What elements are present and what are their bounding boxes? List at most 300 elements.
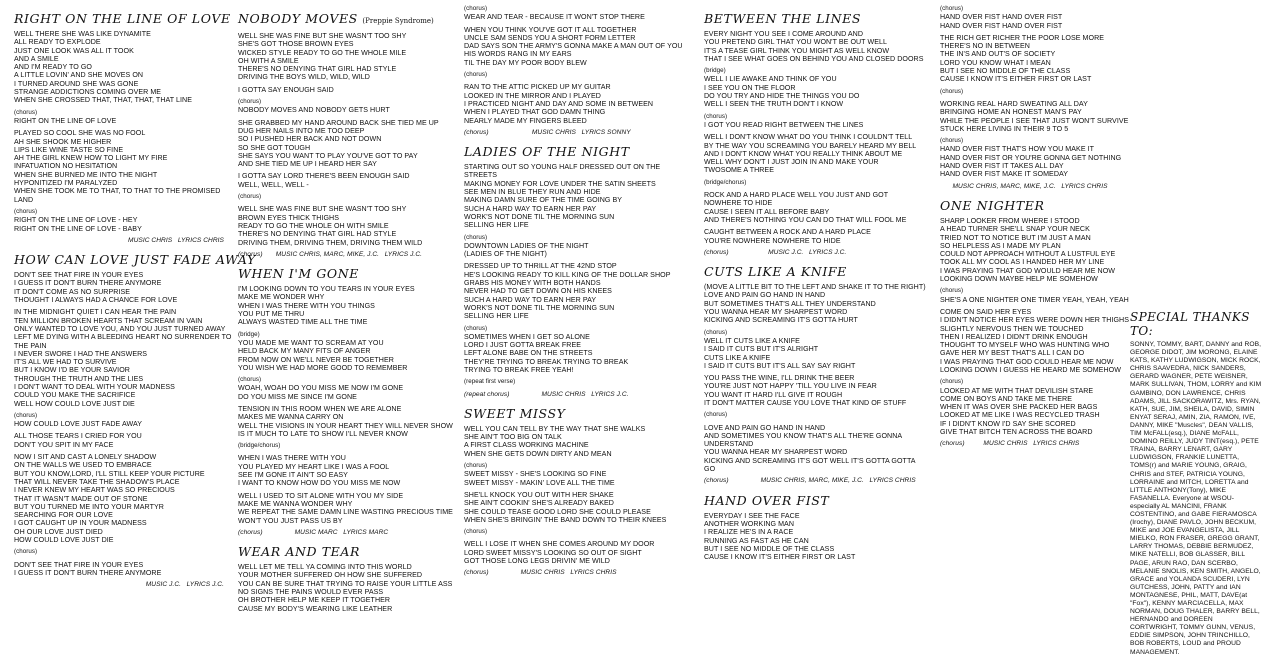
lyric-line: WHEN SHE BURNED ME INTO THE NIGHT [14, 170, 158, 179]
lyric-line: HE'S LOOKING READY TO KILL KING OF THE DOLLAR SHOP [464, 270, 671, 279]
lyric-line: YOU PRETEND GIRL THAT YOU WON'T BE OUT WELL [704, 38, 887, 47]
lyric-line: ANOTHER WORKING MAN [704, 519, 795, 528]
song-credit: (chorus) MUSIC CHRIS LYRICS SONNY [464, 128, 631, 136]
lyric-line: LORD YOU KNOW WHAT I MEAN [940, 58, 1051, 67]
lyric-line: (LADIES OF THE NIGHT) [464, 250, 547, 259]
stanza [238, 491, 453, 525]
section-label: (chorus) [238, 193, 262, 201]
lyric-line: LORD I JUST GOTTA BREAK FREE [464, 341, 582, 350]
special-thanks-title: SPECIAL THANKS TO: [1130, 310, 1250, 338]
lyric-line: A FIRST CLASS WORKING MACHINE [464, 441, 589, 450]
lyric-line: IN THE MIDNIGHT QUIET I CAN HEAR THE PAIN [14, 308, 177, 317]
section-label: (bridge) [238, 330, 260, 338]
lyric-line: DON'T SEE THAT FIRE IN YOUR EYES [14, 271, 144, 280]
lyric-line: WON'T YOU JUST PASS US BY [238, 516, 343, 525]
stanza [940, 378, 1120, 436]
lyric-line: WEAR AND TEAR - BECAUSE IT WON'T STOP THERE [464, 13, 645, 22]
lyric-line: HAND OVER FIST HAND OVER FIST [940, 21, 1063, 30]
lyric-line: WHEN SHE'S BRINGIN' THE BAND DOWN TO THEIR KNEES [464, 515, 667, 524]
lyric-line: TENSION IN THIS ROOM WHEN WE ARE ALONE [238, 404, 402, 413]
lyric-line: COULD YOU MAKE THE SACRIFICE [14, 391, 136, 400]
stanza [238, 404, 453, 438]
lyric-line: I GOTTA SAY LORD THERE'S BEEN ENOUGH SAID [238, 172, 410, 181]
lyric-line: IT'S ALL WE HAD TO SURVIVE [14, 358, 117, 367]
lyric-line: I DON'T WANT TO DEAL WITH YOUR MADNESS [14, 382, 175, 391]
lyric-line: YOU'RE JUST NOT HAPPY 'TILL YOU LIVE IN FEAR [704, 382, 877, 391]
lyric-line: YOU WANT IT HARD I'LL GIVE IT ROUGH [704, 390, 843, 399]
stanza [238, 331, 450, 372]
lyric-line: TOOK ALL MY COOL AS I HANDED HER MY LINE [940, 258, 1105, 267]
song-title-text: SWEET MISSY [464, 405, 566, 421]
song-title-text: CUTS LIKE A KNIFE [704, 264, 847, 280]
lyric-line: OH BROTHER HELP ME KEEP IT TOGETHER [238, 596, 391, 605]
lyric-line: ON THE WALLS WE USED TO EMBRACE [14, 461, 152, 470]
lyric-line: WE REPEAT THE SAME DAMN LINE WASTING PRECIOUS TIME [238, 508, 453, 517]
lyric-line: I PRACTICED NIGHT AND DAY AND SOME IN BETWEEN [464, 99, 654, 108]
lyric-line: BUT SOMETIMES THAT'S ALL THEY UNDERSTAND [704, 299, 876, 308]
stanza [704, 113, 916, 130]
lyric-line: DRIVING THE BOYS WILD, WILD, WILD [238, 73, 370, 82]
lyric-line: THOUGHT I ALWAYS HAD A CHANCE FOR LOVE [14, 296, 178, 305]
song-title [238, 267, 450, 281]
lyric-line: WELL LET ME TELL YA COMING INTO THIS WORLD [238, 563, 412, 572]
section-label: (chorus) [464, 462, 488, 470]
song-block [704, 11, 924, 257]
lyric-line: MAKE ME WONDER WHY [238, 293, 325, 302]
lyric-line: IT'S A TEASE GIRL THINK YOU MIGHT AS WELL KNOW [704, 46, 890, 55]
lyrics-column-5 [940, 4, 1262, 656]
lyric-line: AND SHE TIED ME UP I HEARD HER SAY [238, 160, 377, 169]
lyric-line: SOMETIMES WHEN I GET SO ALONE [464, 332, 590, 341]
stanza [14, 208, 224, 233]
song-block [14, 11, 231, 245]
song-title [238, 12, 450, 28]
lyric-line: WELL IT CUTS LIKE A KNIFE [704, 336, 800, 345]
lyric-line: EVERY NIGHT YOU SEE I COME AROUND AND [704, 30, 864, 38]
lyric-line: SHARP LOOKER FROM WHERE I STOOD [940, 216, 1080, 225]
song-block [940, 5, 1129, 191]
lyric-line: IT DON'T COME AS NO SURPRISE [14, 287, 131, 296]
song-block [464, 5, 683, 137]
lyric-line: HAND OVER FIST THAT'S HOW YOU MAKE IT [940, 145, 1095, 154]
lyric-line: THERE'S NO IN BETWEEN [940, 42, 1030, 51]
lyric-line: CAUSE I SEEN IT ALL BEFORE BABY [704, 207, 830, 216]
stanza [704, 424, 916, 474]
lyric-line: CAUGHT BETWEEN A ROCK AND A HARD PLACE [704, 228, 871, 237]
lyric-line: SHE AIN'T COOKIN' SHE'S ALREADY BAKED [464, 499, 614, 508]
lyric-line: LOOKED AT ME LIKE I WAS RECYCLED TRASH [940, 411, 1100, 420]
lyric-line: ONLY WANTED TO LOVE YOU, AND YOU JUST TURNED AWAY [14, 324, 226, 333]
lyric-line: LEFT ALONE BABE ON THE STREETS [464, 349, 593, 358]
lyric-line: I'M LOOKING DOWN TO YOU TEARS IN YOUR EYES [238, 285, 415, 294]
lyric-line: WELL SHE WAS FINE BUT SHE WASN'T TOO SHY [238, 205, 407, 214]
lyric-line: READY TO GO THE WHOLE OH WITH SMILE [238, 221, 389, 230]
section-label: (chorus) [238, 376, 262, 384]
lyric-line: UNCLE SAM SENDS YOU A SHORT FORM LETTER [464, 33, 636, 42]
stanza [464, 262, 676, 320]
song-title-text: WEAR AND TEAR [238, 544, 361, 560]
song-credit: (chorus) MUSIC MARC LYRICS MARC [238, 528, 389, 536]
stanza [238, 98, 450, 115]
stanza [704, 30, 924, 63]
stanza [940, 5, 1120, 30]
stanza [238, 205, 450, 246]
lyric-line: GOT THOSE LONG LEGS DRIVIN' ME WILD [464, 557, 610, 566]
lyric-line: RAN TO THE ATTIC PICKED UP MY GUITAR [464, 83, 611, 92]
lyric-line: SWEET MISSY - SHE'S LOOKING SO FINE [464, 470, 607, 479]
lyric-line: CAUSE MY BODY'S WEARING LIKE LEATHER [238, 604, 393, 613]
stanza [704, 512, 916, 562]
lyric-line: SEE I'M GONE IT AIN'T SO EASY [238, 471, 348, 480]
stanza [14, 561, 224, 578]
section-label: (chorus) [14, 207, 38, 215]
song-block [238, 266, 453, 537]
lyric-line: WORKING REAL HARD SWEATING ALL DAY [940, 99, 1088, 108]
song-block [464, 145, 676, 399]
lyric-line: WHEN SHE GETS DOWN DIRTY AND MEAN [464, 449, 612, 458]
song-block [238, 544, 453, 613]
lyric-line: WHEN YOU THINK YOU'VE GOT IT ALL TOGETHER [464, 25, 637, 34]
lyric-line: DO YOU TRY AND HIDE THE THINGS YOU DO [704, 92, 860, 101]
lyric-line: LOOKING DOWN MAYBE HELP ME SOMEHOW [940, 275, 1098, 284]
lyric-line: I DIDN'T NOTICE HER EYES WERE DOWN HER THIGHS [940, 316, 1129, 325]
lyric-line: BY THE WAY YOU SCREAMING YOU BARELY HEARD MY BELL [704, 141, 917, 150]
lyric-line: YOU PLAYED MY HEART LIKE I WAS A FOOL [238, 462, 390, 471]
stanza [464, 325, 676, 375]
lyric-line: DOWNTOWN LADIES OF THE NIGHT [464, 241, 589, 250]
lyric-line: THAT IT WASN'T MADE OUT OF STONE [14, 494, 148, 503]
lyric-line: HELD BACK MY MANY FITS OF ANGER [238, 347, 371, 356]
lyrics-column-4 [704, 4, 926, 624]
lyric-line: YOUR MOTHER SUFFERED OH HOW SHE SUFFERED [238, 571, 423, 580]
lyric-line: LOOKED IN THE MIRROR AND I PLAYED [464, 91, 601, 100]
lyric-line: STUCK HERE LIVING IN THEIR 9 TO 5 [940, 124, 1069, 133]
song-credit: MUSIC J.C. LYRICS J.C. [145, 581, 224, 589]
song-block [238, 12, 450, 259]
lyric-line: WHEN I WAS THERE WITH YOU THINGS [238, 301, 375, 310]
lyric-line: SUCH A HARD WAY TO EARN HER PAY [464, 204, 597, 213]
stanza [238, 285, 450, 326]
lyric-line: YOU PUT ME THRU [238, 310, 305, 319]
section-label: (chorus) [464, 324, 488, 332]
section-label: (chorus) [14, 108, 38, 116]
lyric-line: STREETS [464, 171, 498, 180]
lyric-line: KICKING AND SCREAMING IT'S GOTTA HURT [704, 316, 858, 325]
lyric-line: BUT YOU KNOW,LORD, I'LL STILL KEEP YOUR PICTURE [14, 469, 205, 478]
lyric-line: DON'T YOU SPIT IN MY FACE [14, 440, 114, 449]
stanza [464, 540, 676, 565]
stanza [238, 32, 450, 82]
section-label: (bridge/chorus) [238, 442, 281, 450]
stanza [704, 67, 916, 108]
lyric-line: SEARCHING FOR OUR LOVE [14, 511, 113, 520]
lyric-line: CAUSE I KNOW IT'S EITHER FIRST OR LAST [940, 75, 1092, 84]
lyric-line: MAKING DAMN SURE OF THE TIME GOING BY [464, 196, 623, 205]
lyric-line: WHEN SHE CROSSED THAT, THAT, THAT, THAT LINE [14, 96, 192, 105]
lyric-line: WORK'S NOT DONE TIL THE MORNING SUN [464, 303, 615, 312]
lyric-line: GO [704, 465, 716, 474]
lyric-line: SO I PUSHED HER BACK AND NOT DOWN [238, 135, 382, 144]
lyric-line: AH SHE SHOOK ME HIGHER [14, 137, 112, 146]
lyric-line: WORK'S NOT DONE TIL THE MORNING SUN [464, 212, 615, 221]
stanza [14, 109, 224, 126]
song-title [14, 252, 256, 268]
stanza [238, 563, 453, 613]
section-label: (chorus) [940, 87, 964, 95]
song-block [704, 494, 916, 562]
section-label: (chorus) [238, 98, 262, 106]
lyric-line: DRESSED UP TO THRILL AT THE 42ND STOP [464, 262, 617, 271]
lyric-line: AND I'M READY TO GO [14, 63, 92, 72]
lyric-line: SO SHE GOT TOUGH [238, 143, 311, 152]
lyric-line: GAVE HER MY BEST THAT'S ALL I CAN DO [940, 349, 1085, 358]
lyric-line: THE PAIN [14, 341, 47, 350]
lyric-line: RIGHT ON THE LINE OF LOVE [14, 116, 117, 125]
lyric-line: WELL THE VISIONS IN YOUR HEART THEY WILL NEVER SHOW [238, 421, 453, 430]
stanza [704, 179, 916, 187]
song-credit: MUSIC CHRIS, MARC, MIKE, J.C. LYRICS CHRIS [952, 182, 1108, 190]
stanza [704, 283, 926, 325]
lyric-line: ROCK AND A HARD PLACE WELL YOU JUST AND GOT [704, 191, 889, 200]
stanza [940, 217, 1120, 283]
lyric-line: NOWHERE TO HIDE [704, 199, 773, 208]
lyric-line: AND I DON'T KNOW WHAT YOU REALLY THINK ABOUT ME [704, 149, 903, 158]
lyric-line: TWOSOME A THREE [704, 166, 774, 175]
lyric-line: A LITTLE LOVIN' AND SHE MOVES ON [14, 71, 144, 80]
lyric-line: WELL YOU CAN TELL BY THE WAY THAT SHE WALKS [464, 424, 646, 433]
lyric-line: YOU PASS THE WINE, I'LL DRINK THE BEER [704, 374, 855, 383]
stanza [14, 548, 224, 556]
lyric-line: JUST ONE LOOK WAS ALL IT TOOK [14, 46, 134, 55]
stanza [14, 30, 224, 105]
lyric-line: WELL HOW COULD LOVE JUST DIE [14, 399, 135, 408]
lyric-line: HAND OVER FIST IT TAKES ALL DAY [940, 162, 1064, 171]
song-title-text: RIGHT ON THE LINE OF LOVE [14, 11, 231, 26]
stanza [464, 163, 676, 229]
lyric-line: HAND OVER FIST OR YOU'RE GONNA GET NOTHING [940, 153, 1122, 162]
lyric-line: COME ON SAID HER EYES [940, 307, 1032, 316]
stanza [464, 425, 676, 458]
stanza [704, 191, 916, 224]
stanza [238, 172, 450, 189]
lyric-line: I NEVER SWORE I HAD THE ANSWERS [14, 349, 148, 358]
lyric-line: AND SOMETIMES YOU KNOW THAT'S ALL THE'RE GONNA [704, 431, 903, 440]
song-credit: (chorus) MUSIC CHRIS LYRICS CHRIS [940, 440, 1080, 448]
column-5-songs [940, 5, 1129, 449]
lyric-line: SWEET MISSY - MAKIN' LOVE ALL THE TIME [464, 478, 615, 487]
stanza [704, 374, 916, 407]
lyric-line: WELL I LIE AWAKE AND THINK OF YOU [704, 75, 837, 84]
stanza [940, 34, 1120, 84]
section-label: (chorus) [464, 71, 488, 79]
lyric-line: SEE MEN IN BLUE THEY RUN AND HIDE [464, 188, 601, 197]
lyric-line: THE RICH GET RICHER THE POOR LOSE MORE [940, 33, 1105, 42]
lyric-line: SHE'S A ONE NIGHTER ONE TIMER YEAH, YEAH, YEAH [940, 295, 1129, 304]
lyric-line: WELL, WELL, WELL - [238, 180, 309, 189]
lyric-line: HAND OVER FIST HAND OVER FIST [940, 13, 1063, 22]
stanza [14, 432, 224, 449]
lyric-line: HOW COULD LOVE JUST DIE [14, 536, 114, 545]
lyric-line: ALWAYS WASTED TIME ALL THE TIME [238, 318, 368, 327]
stanza [14, 271, 224, 304]
lyric-line: A HEAD TURNER SHE'LL SNAP YOUR NECK [940, 225, 1090, 234]
lyric-line: I GOT CAUGHT UP IN YOUR MADNESS [14, 519, 147, 528]
lyric-line: DON'T SEE THAT FIRE IN YOUR EYES [14, 560, 144, 569]
lyric-line: I SEE YOU ON THE FLOOR [704, 83, 796, 92]
song-title-text: NOBODY MOVES [238, 11, 358, 26]
lyric-line: YOU WANNA HEAR MY SHARPEST WORD [704, 448, 848, 457]
lyric-line: GIVE THAT BITCH TEN ACROSS THE BOARD [940, 428, 1093, 437]
lyric-line: THOUGHT TO MYSELF WHO WAS HUNTING WHO [940, 341, 1110, 350]
lyric-line: WELL SHE WAS FINE BUT SHE WASN'T TOO SHY [238, 32, 407, 40]
lyric-line: SO HELPLESS AS I MADE MY PLAN [940, 241, 1061, 250]
lyric-line: IT DON'T MATTER CAUSE YOU LOVE THAT KIND OF STUFF [704, 398, 907, 407]
lyric-line: I WANT TO KNOW HOW DO YOU MISS ME NOW [238, 479, 401, 488]
song-title [704, 494, 916, 508]
lyric-line: I WAS PRAYING THAT GOD WOULD HEAR ME NOW [940, 266, 1116, 275]
song-title-text: HOW CAN LOVE JUST FADE AWAY [14, 252, 256, 268]
stanza [940, 307, 1129, 374]
lyric-line: CAUSE I KNOW IT'S EITHER FIRST OR LAST [704, 553, 856, 562]
song-title-text: WHEN I'M GONE [238, 266, 360, 282]
song-credit: MUSIC CHRIS LYRICS CHRIS [128, 236, 224, 244]
stanza [14, 412, 224, 429]
lyric-line: SHE AIN'T TOO BIG ON TALK [464, 433, 562, 442]
stanza [238, 442, 450, 450]
lyric-line: DAD SAYS SON THE ARMY'S GONNA MAKE A MAN OUT OF YOU [464, 42, 683, 51]
song-title-text: LADIES OF THE NIGHT [464, 144, 630, 160]
stanza [464, 528, 676, 536]
lyric-line: UNDERSTAND [704, 440, 754, 449]
stanza [464, 234, 676, 259]
lyric-line: (MOVE A LITTLE BIT TO THE LEFT AND SHAKE IT TO THE RIGHT) [704, 283, 926, 292]
lyric-line: THROUGH THE TRUTH AND THE LIES [14, 374, 144, 383]
lyric-line: KICKING AND SCREAMING IT'S GOT WELL IT'S GOTTA GOTTA [704, 456, 916, 465]
lyric-line: NO SIGNS THE PAINS WOULD EVER PASS [238, 588, 384, 597]
section-label: (chorus) [14, 411, 38, 419]
lyric-line: YOU MADE ME WANT TO SCREAM AT YOU [238, 338, 384, 347]
stanza [704, 228, 916, 245]
lyric-line: WHEN I PLAYED THAT GOD DAMN THING [464, 108, 606, 117]
lyric-line: TIL THE DAY MY POOR BODY BLEW [464, 58, 587, 67]
song-title-text: HAND OVER FIST [704, 492, 830, 508]
section-label: (chorus) [940, 5, 964, 12]
stanza [14, 453, 224, 544]
lyric-line: AH THE GIRL KNEW HOW TO LIGHT MY FIRE [14, 154, 168, 163]
song-credit: (chorus) MUSIC CHRIS, MARC, MIKE, J.C. LYRICS J.C. [238, 250, 423, 258]
lyric-line: LOOKED AT ME WITH THAT DEVILISH STARE [940, 386, 1094, 395]
section-label: (chorus) [14, 548, 38, 556]
song-block [464, 407, 676, 578]
lyric-line: SHE GRABBED MY HAND AROUND BACK SHE TIED ME UP [238, 118, 439, 127]
special-thanks [1130, 310, 1262, 657]
lyric-line: BUT I KNOW I'D BE YOUR SAVIOR [14, 366, 130, 375]
lyric-line: SHE COULD TEASE GOOD LORD SHE COULD PLEASE [464, 507, 651, 516]
stanza [238, 193, 450, 201]
stanza [940, 99, 1129, 133]
stanza [464, 71, 676, 79]
lyric-line: SUCH A HARD WAY TO EARN HER PAY [464, 295, 597, 304]
lyric-line: ALL THOSE TEARS I CRIED FOR YOU [14, 432, 142, 441]
song-title-text: ONE NIGHTER [940, 197, 1045, 213]
lyric-line: WELL THERE SHE WAS LIKE DYNAMITE [14, 30, 151, 38]
song-title [704, 265, 916, 279]
song-subtitle: (Preppie Syndrome) [362, 17, 434, 25]
lyric-line: WOAH, WOAH DO YOU MISS ME NOW I'M GONE [238, 384, 404, 393]
lyric-line: INFATUATION NO HESITATION [14, 162, 118, 171]
song-credit: (repeat chorus) MUSIC CHRIS LYRICS J.C. [464, 390, 629, 398]
lyric-line: BUT I SEE NO MIDDLE OF THE CLASS [940, 67, 1071, 76]
stanza [238, 119, 450, 169]
lyric-line: I TURNED AROUND SHE WAS GONE [14, 79, 139, 88]
song-title [464, 145, 676, 159]
lyric-line: YOU CAN BE SURE THAT TRYING TO RAISE YOUR LITTLE ASS [238, 579, 453, 588]
lyric-line: YOU WANNA HEAR MY SHARPEST WORD [704, 308, 848, 317]
lyric-line: I SAID IT CUTS BUT IT'S ALRIGHT [704, 345, 819, 354]
stanza [238, 86, 450, 94]
stanza [940, 88, 1120, 96]
lyric-line: LOVE AND PAIN GO HAND IN HAND [704, 423, 826, 432]
lyric-line: AND A SMILE [14, 54, 59, 63]
stanza [14, 129, 224, 204]
lyric-line: PLAYED SO COOL SHE WAS NO FOOL [14, 129, 146, 138]
lyric-line: HYPONITIZED I'M PARALYZED [14, 179, 118, 188]
lyric-line: YOU'RE NOWHERE NOWHERE TO HIDE [704, 236, 841, 245]
lyric-line: HIS WORDS RANG IN MY EARS [464, 50, 572, 59]
lyric-line: BUT I SEE NO MIDDLE OF THE CLASS [704, 544, 835, 553]
lyric-line: TEN MILLION BROKEN HEARTS THAT SCREAM IN VAIN [14, 316, 203, 325]
lyric-line: HAND OVER FIST MAKE IT SOMEDAY [940, 170, 1069, 179]
section-label: (chorus) [940, 378, 964, 386]
lyric-line: WELL I SEEN THE TRUTH DON'T I KNOW [704, 100, 844, 109]
special-thanks-body: SONNY, TOMMY, BART, DANNY and ROB, GEORGE DIDOT, JIM MORONG, ELAINE KATS, KATHY LUDWIGSON, MICK ROCK, CHRIS SAAVEDRA, NICK SANDERS, GERARD WAGNER, PETE WEISNER, MARK SULLIVAN, THOM, LORRY and KIM GAMBINO, DON LAWRENCE, CHRIS ADAMS, JILL SACKORAWITZ, Mrs. RYAN, KATH, SUE, JIM, SHEILA, DAVID, SIMIN ENYAT SERAJ, AMIN, ZIA, RAMON, IVE, DANNY, MIKE "Muscles", DEAN VALLIS, TIM McFALL(esq.), DIANE McFALL, DOMINO REILLY, JUDY TINT(esq.), PETE TRAINA, BARRY LENART, GARY LUDWIGSON, FRANKIE LUNETTA, TOMS(r) and MARIE YOUNG, GRAIG, CHRIS and STEF, PATRICIA YOUNG, LORRAINE and MITCH, LORETTA and LITTLE ANTHONY(Tony), MIKE FASANELLA. Everyone at WSOU-especially AL MANCINI, FRANK COSTENTINO, and GABE FIERAMOSCA (Irochy), DIANE PAVLO, JOHN BECKUM, MIKE and JOE EVANGELISTA, JILL MIELKO, RON FRASER, GREGG GRANT, LARRY THOMAS, DEBBIE BERMUDEZ, MIKE NATELLI, BOB GLASSER, BILL PAGE, ARUN RAO, DAN SCERBO, MELANIE SNOLIS, KEN SMITH, ANGELO, GRACE and YOLANDA SCUDERI, LYN GUTCHESS, JOHN, PATTY and IAN MONTAGNESE, PHIL, MATT, DAVE(at "Fox"), KENNY MARCIACELLA, MAX NORMAN, DOUG THALER, BARRY BELL, HERNANDO and DOREEN CORTWRIGHT, TOMMY GUNN, VENUS, EDDIE SIMPSON, JOHN TRINCHILLO, BOB ROBERTS, LOUD and PROUD MANAGEMENT. [1130, 341, 1262, 656]
lyric-line: I GUESS IT DON'T BURN THERE ANYMORE [14, 279, 162, 288]
lyric-line: OH WITH A SMILE [238, 56, 299, 65]
lyric-line: COME ON BOYS AND TAKE ME THERE [940, 394, 1072, 403]
stanza [464, 491, 676, 524]
song-block [940, 197, 1129, 449]
stanza [940, 287, 1129, 304]
lyrics-column-3 [464, 4, 683, 624]
lyric-line: NEARLY MADE MY FINGERS BLEED [464, 116, 587, 125]
lyric-line: MAKES ME WANNA CARRY ON [238, 413, 344, 422]
lyric-line: WELL WHY DON'T I JUST JOIN IN AND MAKE YOUR [704, 158, 879, 167]
lyric-line: LIPS LIKE WINE TASTE SO FINE [14, 145, 124, 154]
lyric-line: OH OUR LOVE JUST DIED [14, 527, 103, 536]
lyric-line: WHILE THE PEOPLE I SEE THAT JUST WON'T SURVIVE [940, 116, 1129, 125]
lyric-line: WELL I DON'T KNOW WHAT DO YOU THINK I COULDN'T TELL [704, 133, 913, 142]
song-title [14, 11, 231, 26]
lyric-line: FROM NOW ON WE'LL NEVER BE TOGETHER [238, 355, 394, 364]
song-title [238, 545, 450, 559]
lyric-line: YOU WISH WE HAD MORE GOOD TO REMEMBER [238, 363, 408, 372]
lyric-line: WHEN IT WAS OVER SHE PACKED HER BAGS [940, 403, 1098, 412]
lyric-line: NOW I SIT AND CAST A LONELY SHADOW [14, 453, 157, 462]
lyric-line: LEFT ME DYING WITH A BLEEDING HEART NO SURRENDER TO [14, 333, 232, 342]
lyric-line: LOVE AND PAIN GO HAND IN HAND [704, 291, 826, 300]
stanza [464, 83, 676, 124]
lyric-line: THAT WILL NEVER TAKE THE SHADOW'S PLACE [14, 477, 180, 486]
lyric-line: I GUESS IT DON'T BURN THERE ANYMORE [14, 568, 162, 577]
lyric-line: WHEN SHE TOOK ME TO THAT, TO THAT TO THE PROMISED [14, 187, 221, 196]
lyric-line: BUT YOU TURNED ME INTO YOUR MARTYR [14, 502, 164, 511]
stanza [940, 137, 1120, 178]
section-label: (bridge) [704, 67, 726, 75]
stanza [464, 5, 676, 22]
lyric-line: BRINGING HOME AN HONEST MAN'S PAY [940, 108, 1082, 117]
section-label: (repeat first verse) [464, 378, 516, 386]
lyric-line: THAT I SEE WHAT GOES ON BEHIND YOU AND CLOSED DOORS [704, 54, 924, 63]
